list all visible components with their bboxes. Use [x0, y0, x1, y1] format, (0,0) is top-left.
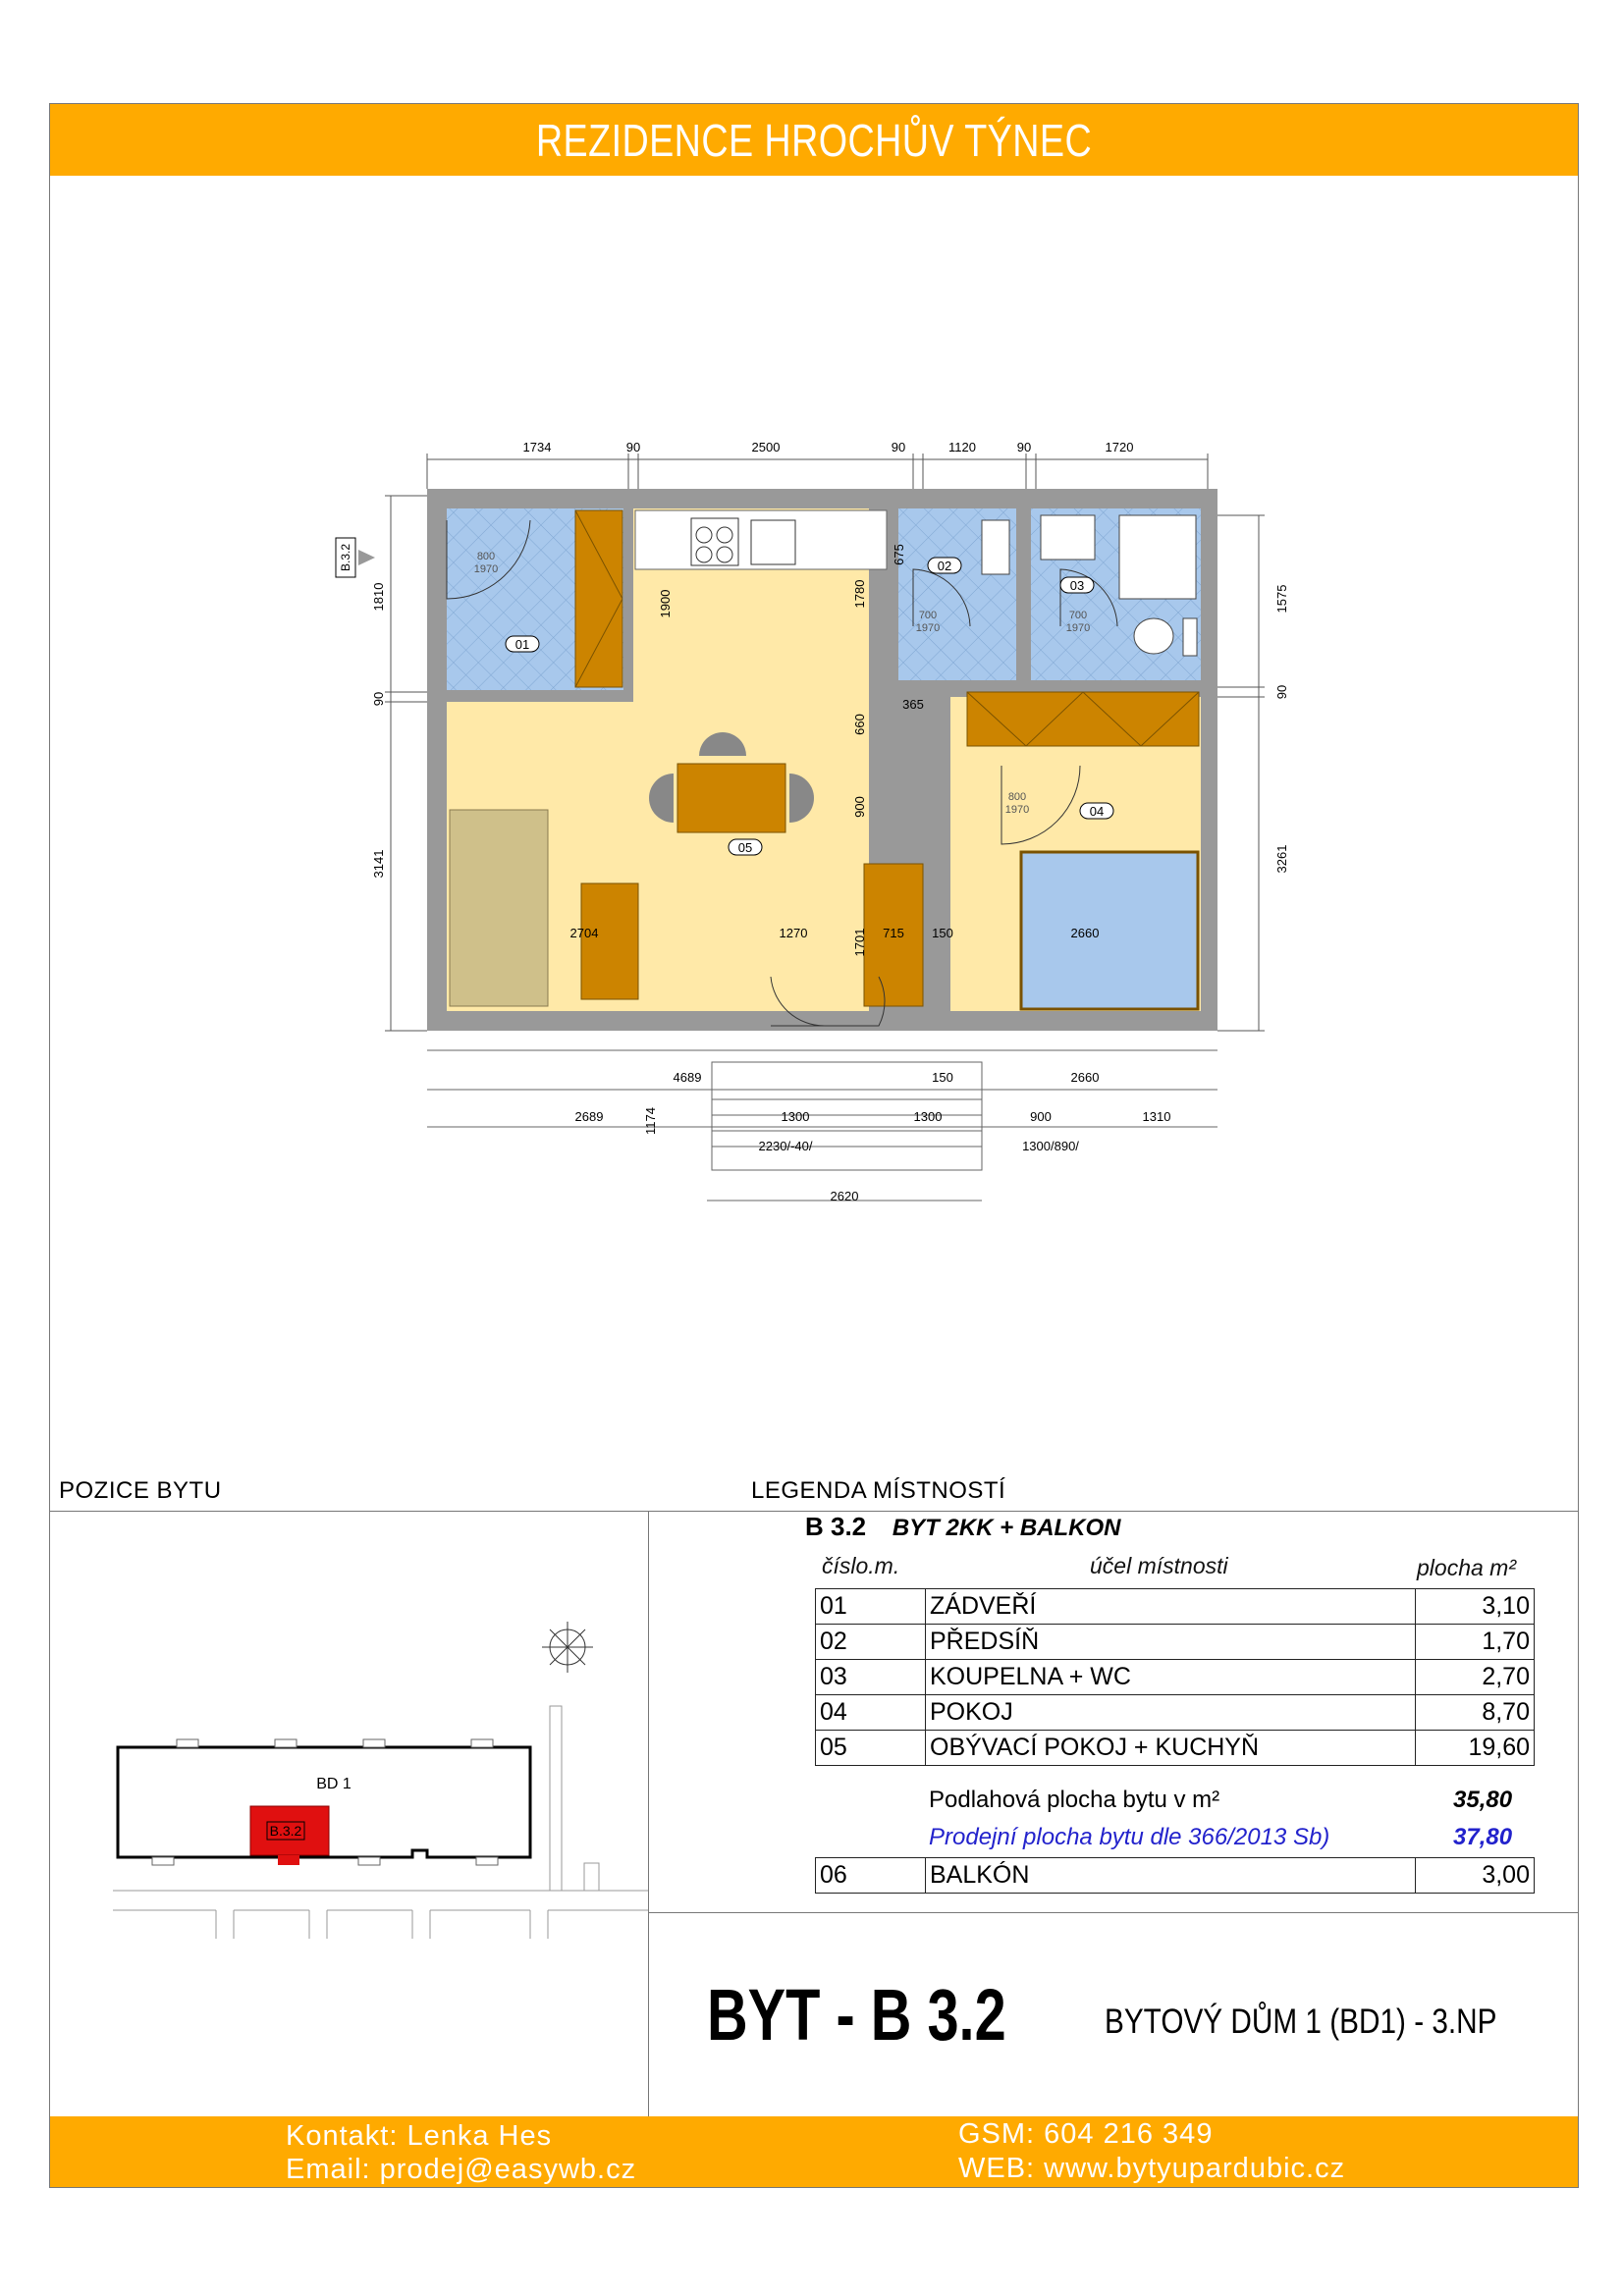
table-row [816, 1858, 1535, 1894]
dim-top-4: 90 [891, 440, 906, 454]
unit-subtitle: BYTOVÝ DŮM 1 (BD1) - 3.NP [1105, 2002, 1497, 2041]
table-row [816, 1731, 1535, 1766]
dim-top-1: 1734 [522, 440, 552, 454]
section-divider-middle [648, 1912, 1578, 1913]
dim-right-1: 1575 [1274, 584, 1289, 614]
svg-text:150: 150 [932, 1070, 953, 1085]
legend-type: BYT 2KK + BALKON [892, 1515, 1121, 1541]
legend-header [805, 1512, 1121, 1542]
bed [1021, 852, 1198, 1009]
room-number: 02 [816, 1625, 926, 1660]
room-area: 2,70 [1416, 1660, 1535, 1695]
svg-text:1300/890/: 1300/890/ [1022, 1139, 1079, 1153]
sofa [450, 810, 548, 1006]
svg-text:2689: 2689 [574, 1109, 604, 1124]
legend-section-label: LEGENDA MÍSTNOSTÍ [751, 1477, 1006, 1504]
svg-text:03: 03 [1069, 578, 1085, 593]
rooms-table [815, 1588, 1535, 1766]
svg-text:2660: 2660 [1070, 926, 1100, 940]
svg-text:2660: 2660 [1070, 1070, 1100, 1085]
room-area: 3,10 [1416, 1589, 1535, 1625]
svg-text:01: 01 [514, 637, 530, 652]
room-name: KOUPELNA + WC [926, 1660, 1416, 1695]
svg-text:900: 900 [1030, 1109, 1052, 1124]
svg-text:700: 700 [1068, 610, 1088, 621]
sale-area-label: Prodejní plocha bytu dle 366/2013 Sb) [929, 1824, 1330, 1850]
room-name: OBÝVACÍ POKOJ + KUCHYŇ [926, 1731, 1416, 1766]
dimension-labels-top [523, 440, 1134, 454]
svg-text:1900: 1900 [658, 589, 673, 618]
svg-text:700: 700 [918, 610, 938, 621]
dim-top-3: 2500 [751, 440, 781, 454]
svg-text:1970: 1970 [1065, 622, 1091, 634]
dim-top-5: 1120 [948, 440, 976, 454]
kitchen-counter [635, 510, 887, 569]
svg-text:1270: 1270 [779, 926, 808, 940]
col-number: číslo.m. [822, 1553, 900, 1578]
svg-text:800: 800 [476, 551, 496, 562]
svg-text:1300: 1300 [913, 1109, 943, 1124]
svg-text:05: 05 [737, 840, 753, 855]
svg-text:1174: 1174 [643, 1107, 658, 1135]
page-title: REZIDENCE HROCHŮV TÝNEC [535, 115, 1093, 166]
site-position-map [98, 1600, 648, 1924]
header-bar [50, 104, 1578, 176]
dim-right-3: 3261 [1274, 844, 1289, 874]
gsm-text[interactable]: GSM: 604 216 349 [958, 2118, 1214, 2150]
col-area: plocha m² [1417, 1555, 1516, 1580]
footer-bar [50, 2116, 1578, 2187]
room-name: POKOJ [926, 1695, 1416, 1731]
unit-label: B.3.2 [269, 1823, 302, 1839]
table-row [816, 1695, 1535, 1731]
floor-area-value: 35,80 [1453, 1787, 1513, 1813]
dim-left-3: 3141 [371, 849, 386, 879]
contact-text: Kontakt: Lenka Hes [286, 2120, 553, 2152]
table-row [816, 1625, 1535, 1660]
svg-text:1970: 1970 [1004, 804, 1030, 816]
room-area: 3,00 [1416, 1858, 1535, 1894]
section-divider-vertical [648, 1511, 649, 2116]
web-text[interactable]: WEB: www.bytyupardubic.cz [958, 2153, 1346, 2184]
compass-icon [542, 1622, 593, 1673]
svg-text:800: 800 [1007, 791, 1027, 803]
room-number: 01 [816, 1589, 926, 1625]
table-row [816, 1589, 1535, 1625]
dim-top-6: 90 [1016, 440, 1032, 454]
balcony-table [815, 1857, 1535, 1894]
room-area: 19,60 [1416, 1731, 1535, 1766]
table-row [816, 1660, 1535, 1695]
svg-text:900: 900 [852, 796, 867, 818]
room-number: 06 [816, 1858, 926, 1894]
svg-text:675: 675 [892, 544, 906, 565]
svg-text:04: 04 [1089, 804, 1105, 819]
svg-text:B.3.2: B.3.2 [339, 543, 352, 572]
svg-text:150: 150 [932, 926, 953, 940]
room-area: 8,70 [1416, 1695, 1535, 1731]
svg-text:1970: 1970 [473, 563, 499, 575]
floor-plan [339, 412, 1296, 1227]
dim-left-1: 1810 [371, 582, 386, 612]
col-purpose: účel místnosti [1090, 1553, 1228, 1578]
dining-table [677, 764, 785, 832]
dim-left-2: 90 [371, 691, 386, 707]
dim-top-7: 1720 [1105, 440, 1134, 454]
svg-text:1780: 1780 [852, 579, 867, 609]
svg-text:02: 02 [937, 559, 952, 573]
building-label: BD 1 [316, 1776, 352, 1792]
svg-text:2620: 2620 [830, 1189, 859, 1203]
svg-text:365: 365 [902, 697, 924, 712]
svg-text:660: 660 [852, 714, 867, 735]
unit-title: BYT - B 3.2 [707, 1974, 1006, 2056]
sale-area-value: 37,80 [1453, 1824, 1513, 1850]
dim-top-2: 90 [625, 440, 641, 454]
room-number: 04 [816, 1695, 926, 1731]
svg-text:2704: 2704 [569, 926, 599, 940]
dimensions-top [427, 454, 1208, 489]
room-area: 1,70 [1416, 1625, 1535, 1660]
wardrobe-entry [575, 510, 622, 687]
svg-text:4689: 4689 [673, 1070, 702, 1085]
legend-code: B 3.2 [805, 1512, 867, 1541]
tv-unit [581, 883, 638, 999]
entry-marker [336, 538, 375, 577]
svg-text:1701: 1701 [852, 928, 867, 957]
email-text[interactable]: Email: prodej@easywb.cz [286, 2154, 637, 2185]
svg-text:1310: 1310 [1142, 1109, 1171, 1124]
svg-text:1970: 1970 [915, 622, 941, 634]
room-number: 05 [816, 1731, 926, 1766]
position-section-label: POZICE BYTU [59, 1477, 222, 1504]
room-name: BALKÓN [926, 1858, 1416, 1894]
svg-text:715: 715 [883, 926, 904, 940]
room-number: 03 [816, 1660, 926, 1695]
room-name: ZÁDVEŘÍ [926, 1589, 1416, 1625]
dim-right-2: 90 [1274, 684, 1289, 700]
svg-text:2230/-40/: 2230/-40/ [758, 1139, 813, 1153]
room-name: PŘEDSÍŇ [926, 1625, 1416, 1660]
floor-area-label: Podlahová plocha bytu v m² [929, 1787, 1220, 1813]
svg-text:1300: 1300 [781, 1109, 810, 1124]
